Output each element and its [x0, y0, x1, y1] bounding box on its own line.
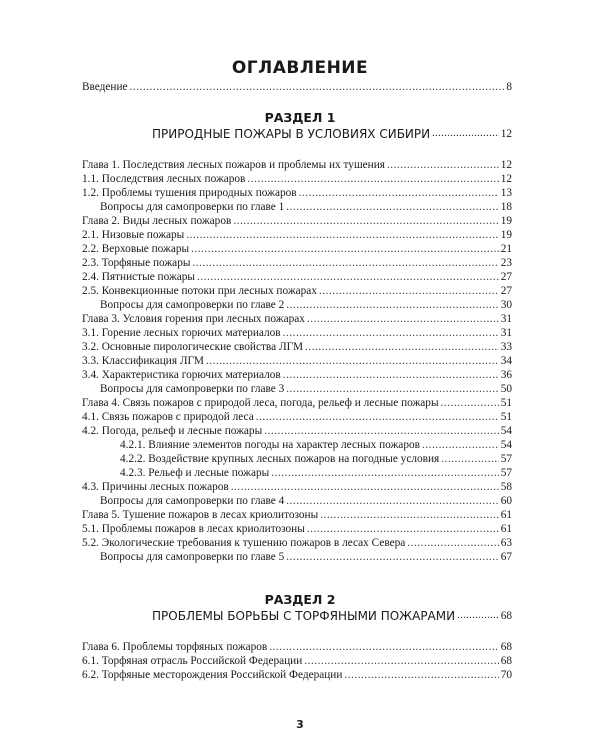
toc-entry-label: Глава 3. Условия горения при лесных пожарах	[82, 313, 305, 325]
toc-entry	[82, 522, 512, 536]
toc-leader-dots	[256, 410, 499, 424]
toc-entry-label: 4.2.3. Рельеф и лесные пожары	[120, 467, 270, 479]
toc-entry-label: Вопросы для самопроверки по главе 4	[100, 495, 285, 507]
toc-leader-dots	[286, 200, 498, 214]
toc-entry-label: 5.2. Экологические требования к тушению пожаров в лесах Севера	[82, 537, 406, 549]
toc-leader-dots	[299, 186, 499, 200]
toc-leader-dots	[186, 228, 498, 242]
toc-entry-label: 4.1. Связь пожаров с природой леса	[82, 411, 254, 423]
toc-entry-label: Глава 5. Тушение пожаров в лесах криолитозоны	[82, 509, 319, 521]
toc-leader-dots	[286, 298, 498, 312]
toc-entry	[82, 480, 512, 494]
toc-entry-label: Глава 2. Виды лесных пожаров	[82, 215, 232, 227]
toc-entry-page: 12	[500, 159, 512, 171]
toc-entry-label: 3.2. Основные пирологические свойства ЛГМ	[82, 341, 304, 353]
toc-entry-label: Глава 1. Последствия лесных пожаров и проблемы их тушения	[82, 159, 385, 171]
toc-entry-label: 4.2.1. Влияние элементов погоды на характер лесных пожаров	[120, 439, 420, 451]
toc-entry	[82, 368, 512, 382]
toc-leader-dots	[286, 550, 498, 564]
toc-entry-page: 54	[500, 425, 512, 437]
toc-entry-page: 57	[500, 453, 512, 465]
toc-entry-page: 31	[500, 313, 512, 325]
toc-entry-label: Вопросы для самопроверки по главе 2	[100, 299, 285, 311]
toc-entry-page: 27	[500, 285, 512, 297]
toc-entry-label: 2.5. Конвекционные потоки при лесных пожарах	[82, 285, 317, 297]
toc-entry	[82, 508, 512, 522]
toc-leader-dots	[271, 466, 498, 480]
toc-entry	[82, 172, 512, 186]
toc-entry	[82, 242, 512, 256]
toc-leader-dots	[307, 522, 499, 536]
toc-leader-dots	[286, 382, 498, 396]
toc-entry-label: Вопросы для самопроверки по главе 1	[100, 201, 285, 213]
toc-entry-page: 57	[500, 467, 512, 479]
toc-entry	[82, 340, 512, 354]
toc-leader-dots	[319, 284, 499, 298]
toc-entry	[82, 312, 512, 326]
toc-entry-label: 5.1. Проблемы пожаров в лесах криолитозоны	[82, 523, 305, 535]
toc-entry-page: 13	[500, 187, 512, 199]
toc-entry	[82, 284, 512, 298]
toc-leader-dots	[286, 494, 498, 508]
toc-entry-label: Вопросы для самопроверки по главе 5	[100, 551, 285, 563]
page-number: 3	[296, 718, 304, 731]
toc-entry-label: 2.4. Пятнистые пожары	[82, 271, 196, 283]
toc-entry	[100, 494, 512, 508]
section-1-title-row	[152, 126, 512, 142]
toc-leader-dots	[197, 270, 499, 284]
toc-leader-dots	[422, 438, 499, 452]
toc-entry-page: 68	[500, 655, 512, 667]
toc-entry-page: 33	[500, 341, 512, 353]
toc-leader-dots	[130, 80, 505, 94]
toc-entry-label: 1.1. Последствия лесных пожаров	[82, 173, 246, 185]
toc-entry-intro	[82, 80, 512, 94]
toc-entry-page: 18	[500, 201, 512, 213]
toc-leader-dots	[320, 508, 499, 522]
section-1-heading: РАЗДЕЛ 1	[264, 110, 336, 125]
toc-leader-dots	[441, 396, 499, 410]
toc-leader-dots	[387, 158, 499, 172]
toc-entry-page: 58	[500, 481, 512, 493]
toc-leader-dots	[432, 126, 499, 142]
toc-entry-page: 27	[500, 271, 512, 283]
toc-entry-page: 50	[500, 383, 512, 395]
toc-entry-page: 51	[500, 397, 512, 409]
toc-entry-page: 68	[500, 641, 512, 653]
toc-leader-dots	[233, 214, 498, 228]
section-1-title: ПРИРОДНЫЕ ПОЖАРЫ В УСЛОВИЯХ СИБИРИ	[152, 127, 431, 141]
toc-entry	[82, 158, 512, 172]
toc-leader-dots	[192, 256, 498, 270]
toc-leader-dots	[231, 480, 499, 494]
toc-leader-dots	[457, 608, 499, 624]
toc-leader-dots	[441, 452, 499, 466]
toc-entry-label: 1.2. Проблемы тушения природных пожаров	[82, 187, 297, 199]
toc-entry-label: 3.4. Характеристика горючих материалов	[82, 369, 281, 381]
toc-leader-dots	[191, 242, 499, 256]
section-2-heading: РАЗДЕЛ 2	[264, 592, 336, 607]
toc-leader-dots	[247, 172, 498, 186]
toc-entry-page: 19	[500, 229, 512, 241]
toc-entry	[120, 452, 512, 466]
toc-entry-page: 63	[500, 537, 512, 549]
toc-entry-page: 34	[500, 355, 512, 367]
toc-entry-label: 6.2. Торфяные месторождения Российской Федерации	[82, 669, 343, 681]
toc-leader-dots	[304, 654, 498, 668]
toc-leader-dots	[407, 536, 498, 550]
toc-entry-label: 3.3. Классификация ЛГМ	[82, 355, 204, 367]
toc-entry-page: 8	[506, 81, 512, 93]
toc-entry	[82, 326, 512, 340]
toc-entry	[82, 228, 512, 242]
toc-leader-dots	[264, 424, 499, 438]
toc-entry-page: 19	[500, 215, 512, 227]
toc-entry	[82, 536, 512, 550]
toc-entry-page: 60	[500, 495, 512, 507]
toc-entry	[82, 186, 512, 200]
toc-leader-dots	[307, 312, 499, 326]
toc-entry-page: 61	[500, 523, 512, 535]
toc-leader-dots	[269, 640, 498, 654]
toc-entry-label: 3.1. Горение лесных горючих материалов	[82, 327, 281, 339]
toc-entry	[100, 382, 512, 396]
toc-leader-dots	[305, 340, 499, 354]
toc-entry-label: 4.2. Погода, рельеф и лесные пожары	[82, 425, 263, 437]
toc-entry-page: 23	[500, 257, 512, 269]
toc-entry-label: 4.2.2. Воздействие крупных лесных пожаров на погодные условия	[120, 453, 440, 465]
toc-entry-page: 36	[500, 369, 512, 381]
toc-entry-label: Вопросы для самопроверки по главе 3	[100, 383, 285, 395]
toc-entry-page: 21	[500, 243, 512, 255]
toc-entry-label: Введение	[82, 81, 128, 93]
toc-entry	[82, 654, 512, 668]
section-2-page: 68	[500, 610, 512, 622]
toc-entry-label: 4.3. Причины лесных пожаров	[82, 481, 229, 493]
toc-entry-label: 2.1. Низовые пожары	[82, 229, 185, 241]
toc-entry	[82, 214, 512, 228]
toc-entry-label: Глава 6. Проблемы торфяных пожаров	[82, 641, 268, 653]
toc-entry-page: 31	[500, 327, 512, 339]
toc-entry-page: 54	[500, 439, 512, 451]
toc-entry	[82, 640, 512, 654]
toc-leader-dots	[283, 326, 499, 340]
toc-entry-page: 12	[500, 173, 512, 185]
toc-entry-page: 70	[500, 669, 512, 681]
section-1-page: 12	[500, 128, 512, 140]
toc-entry	[100, 200, 512, 214]
toc-entry	[82, 256, 512, 270]
toc-entry-page: 30	[500, 299, 512, 311]
toc-entry-page: 51	[500, 411, 512, 423]
page-title: ОГЛАВЛЕНИЕ	[231, 58, 369, 78]
section-2-title: ПРОБЛЕМЫ БОРЬБЫ С ТОРФЯНЫМИ ПОЖАРАМИ	[152, 609, 456, 623]
toc-leader-dots	[206, 354, 499, 368]
toc-entry	[100, 550, 512, 564]
toc-entry	[82, 270, 512, 284]
toc-entry	[120, 466, 512, 480]
toc-leader-dots	[283, 368, 499, 382]
toc-entry	[82, 396, 512, 410]
toc-entry-label: 2.2. Верховые пожары	[82, 243, 190, 255]
toc-entry	[120, 438, 512, 452]
toc-entry	[82, 354, 512, 368]
toc-leader-dots	[344, 668, 498, 682]
toc-entry-label: 2.3. Торфяные пожары	[82, 257, 191, 269]
toc-entry	[82, 410, 512, 424]
toc-entry-label: Глава 4. Связь пожаров с природой леса, погода, рельеф и лесные пожары	[82, 397, 439, 409]
toc-entry-page: 61	[500, 509, 512, 521]
toc-entry	[82, 668, 512, 682]
toc-entry	[100, 298, 512, 312]
toc-entry-label: 6.1. Торфяная отрасль Российской Федерации	[82, 655, 303, 667]
toc-entry	[82, 424, 512, 438]
toc-entry-page: 67	[500, 551, 512, 563]
section-2-title-row	[152, 608, 512, 624]
